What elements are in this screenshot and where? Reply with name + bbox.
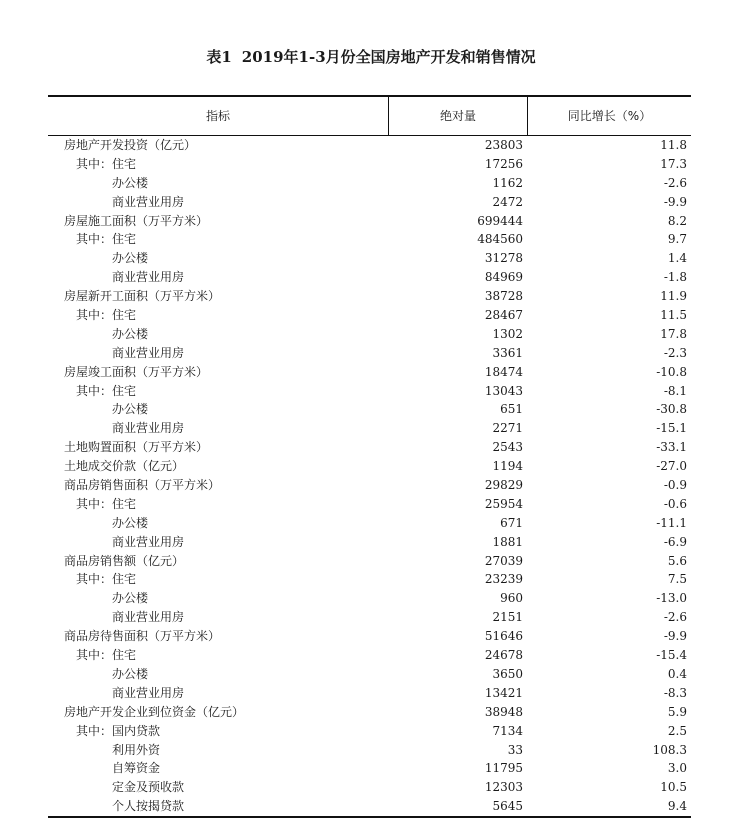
row-indicator: 其中：国内贷款 xyxy=(76,723,161,738)
row-absolute-value: 24678 xyxy=(484,648,523,663)
row-growth-value: 5.9 xyxy=(667,704,687,719)
table-row xyxy=(48,684,691,703)
table-row xyxy=(48,608,691,627)
row-indicator: 办公楼 xyxy=(112,175,149,190)
row-growth-value: 9.7 xyxy=(667,232,687,247)
table-body xyxy=(48,136,691,816)
row-indicator: 办公楼 xyxy=(112,515,149,530)
row-indicator: 商业营业用房 xyxy=(112,421,185,436)
table-row xyxy=(48,344,691,363)
row-absolute-value: 51646 xyxy=(484,629,523,644)
row-growth-value: -6.9 xyxy=(663,534,687,549)
row-indicator: 房地产开发企业到位资金（亿元） xyxy=(64,704,245,719)
table-row xyxy=(48,230,691,249)
row-indicator: 房地产开发投资（亿元） xyxy=(64,138,197,152)
row-growth-value: -11.1 xyxy=(656,515,687,530)
row-indicator: 其中：住宅 xyxy=(76,383,137,398)
table-row xyxy=(48,627,691,646)
table-row xyxy=(48,514,691,533)
row-absolute-value: 11795 xyxy=(484,761,523,776)
row-growth-value: 108.3 xyxy=(652,742,687,757)
row-indicator: 商业营业用房 xyxy=(112,345,185,360)
row-indicator: 房屋竣工面积（万平方米） xyxy=(64,364,209,379)
table-row xyxy=(48,249,691,268)
row-indicator: 商业营业用房 xyxy=(112,534,185,549)
table-row xyxy=(48,438,691,457)
table-row xyxy=(48,457,691,476)
table-row xyxy=(48,570,691,589)
row-indicator: 土地购置面积（万平方米） xyxy=(64,440,209,455)
table-row xyxy=(48,646,691,665)
table-row xyxy=(48,400,691,419)
header-absolute: 绝对量 xyxy=(439,109,476,123)
row-growth-value: 17.8 xyxy=(660,326,687,341)
row-indicator: 商业营业用房 xyxy=(112,270,185,285)
row-indicator: 办公楼 xyxy=(112,402,149,417)
row-absolute-value: 484560 xyxy=(477,232,523,247)
row-absolute-value: 2151 xyxy=(492,610,523,625)
table-title xyxy=(0,46,742,67)
row-growth-value: 3.0 xyxy=(667,761,687,776)
table-row xyxy=(48,363,691,382)
table-row xyxy=(48,722,691,741)
row-absolute-value: 23239 xyxy=(484,572,523,587)
table-row xyxy=(48,287,691,306)
row-indicator: 房屋施工面积（万平方米） xyxy=(64,213,209,228)
row-absolute-value: 651 xyxy=(500,402,523,417)
table-row xyxy=(48,552,691,571)
header-indicator: 指标 xyxy=(205,109,230,123)
row-absolute-value: 1302 xyxy=(492,326,523,341)
row-absolute-value: 1162 xyxy=(492,175,523,190)
table-row xyxy=(48,589,691,608)
row-growth-value: 0.4 xyxy=(667,666,687,681)
table-row xyxy=(48,155,691,174)
table-bottom-rule xyxy=(48,816,691,818)
row-absolute-value: 28467 xyxy=(484,308,523,323)
table-row xyxy=(48,741,691,760)
row-absolute-value: 18474 xyxy=(484,364,523,379)
row-indicator: 土地成交价款（亿元） xyxy=(64,459,185,474)
row-absolute-value: 2543 xyxy=(492,440,523,455)
row-indicator: 其中：住宅 xyxy=(76,648,137,663)
row-indicator: 利用外资 xyxy=(112,742,161,757)
row-absolute-value: 33 xyxy=(507,742,523,757)
row-indicator: 商业营业用房 xyxy=(112,194,185,209)
row-absolute-value: 29829 xyxy=(484,478,523,493)
row-growth-value: 1.4 xyxy=(667,251,687,266)
row-indicator: 房屋新开工面积（万平方米） xyxy=(64,289,221,304)
row-growth-value: -15.1 xyxy=(656,421,687,436)
row-absolute-value: 7134 xyxy=(492,723,523,738)
table-row xyxy=(48,797,691,816)
row-absolute-value: 12303 xyxy=(484,780,523,795)
row-absolute-value: 1881 xyxy=(492,534,523,549)
row-growth-value: -33.1 xyxy=(656,440,687,455)
row-indicator: 个人按揭贷款 xyxy=(112,799,185,814)
row-growth-value: -27.0 xyxy=(656,459,687,474)
row-growth-value: 8.2 xyxy=(667,213,687,228)
row-growth-value: -10.8 xyxy=(656,364,687,379)
table-row xyxy=(48,495,691,514)
row-indicator: 商品房销售面积（万平方米） xyxy=(64,478,221,493)
row-indicator: 其中：住宅 xyxy=(76,232,137,247)
row-absolute-value: 31278 xyxy=(484,251,523,266)
table-row xyxy=(48,533,691,552)
table-row xyxy=(48,136,691,155)
row-absolute-value: 960 xyxy=(500,591,523,606)
row-growth-value: 11.9 xyxy=(660,289,687,304)
table-row xyxy=(48,476,691,495)
row-indicator: 办公楼 xyxy=(112,251,149,266)
table-row xyxy=(48,778,691,797)
table-row xyxy=(48,212,691,231)
row-indicator: 商业营业用房 xyxy=(112,610,185,625)
row-absolute-value: 17256 xyxy=(484,156,523,171)
row-absolute-value: 13043 xyxy=(484,383,523,398)
row-indicator: 其中：住宅 xyxy=(76,156,137,171)
row-absolute-value: 23803 xyxy=(484,138,523,152)
table-row xyxy=(48,325,691,344)
row-indicator: 其中：住宅 xyxy=(76,572,137,587)
row-absolute-value: 2271 xyxy=(492,421,523,436)
row-growth-value: -2.6 xyxy=(663,175,687,190)
row-growth-value: -8.1 xyxy=(663,383,687,398)
row-indicator: 商品房待售面积（万平方米） xyxy=(64,629,221,644)
table-number: 表1 xyxy=(206,48,232,66)
row-growth-value: -15.4 xyxy=(656,648,687,663)
row-growth-value: 11.8 xyxy=(660,138,687,152)
row-growth-value: 7.5 xyxy=(667,572,687,587)
row-growth-value: 17.3 xyxy=(660,156,687,171)
row-growth-value: 5.6 xyxy=(667,553,687,568)
row-indicator: 自筹资金 xyxy=(112,761,161,776)
row-growth-value: 9.4 xyxy=(667,799,687,814)
row-absolute-value: 3650 xyxy=(492,666,523,681)
row-absolute-value: 27039 xyxy=(484,553,523,568)
row-absolute-value: 13421 xyxy=(484,685,523,700)
row-growth-value: -1.8 xyxy=(663,270,687,285)
row-absolute-value: 38948 xyxy=(484,704,523,719)
row-indicator: 定金及预收款 xyxy=(112,780,185,795)
row-growth-value: -9.9 xyxy=(663,629,687,644)
header-growth: 同比增长（%） xyxy=(567,109,652,123)
row-indicator: 办公楼 xyxy=(112,666,149,681)
table-row xyxy=(48,174,691,193)
table-row xyxy=(48,665,691,684)
row-indicator: 商业营业用房 xyxy=(112,685,185,700)
row-growth-value: -13.0 xyxy=(656,591,687,606)
row-absolute-value: 3361 xyxy=(492,345,523,360)
row-indicator: 办公楼 xyxy=(112,591,149,606)
row-growth-value: 2.5 xyxy=(667,723,687,738)
row-indicator: 其中：住宅 xyxy=(76,308,137,323)
row-growth-value: -30.8 xyxy=(656,402,687,417)
table-row xyxy=(48,268,691,287)
row-growth-value: -2.3 xyxy=(663,345,687,360)
row-growth-value: -0.6 xyxy=(663,496,687,511)
row-absolute-value: 5645 xyxy=(492,799,523,814)
row-growth-value: 11.5 xyxy=(660,308,687,323)
row-indicator: 其中：住宅 xyxy=(76,496,137,511)
row-absolute-value: 84969 xyxy=(484,270,523,285)
row-growth-value: -0.9 xyxy=(663,478,687,493)
table-row xyxy=(48,759,691,778)
table-row xyxy=(48,419,691,438)
row-indicator: 商品房销售额（亿元） xyxy=(64,553,185,568)
table-title-text: 2019年1-3月份全国房地产开发和销售情况 xyxy=(241,48,536,66)
table-row xyxy=(48,382,691,401)
row-indicator: 办公楼 xyxy=(112,326,149,341)
row-growth-value: -8.3 xyxy=(663,685,687,700)
table-row xyxy=(48,703,691,722)
table-row xyxy=(48,193,691,212)
row-absolute-value: 1194 xyxy=(492,459,523,474)
row-absolute-value: 25954 xyxy=(484,496,523,511)
row-growth-value: -9.9 xyxy=(663,194,687,209)
row-growth-value: 10.5 xyxy=(660,780,687,795)
row-absolute-value: 671 xyxy=(500,515,523,530)
row-absolute-value: 2472 xyxy=(492,194,523,209)
row-absolute-value: 699444 xyxy=(477,213,523,228)
table-row xyxy=(48,306,691,325)
row-absolute-value: 38728 xyxy=(484,289,523,304)
row-growth-value: -2.6 xyxy=(663,610,687,625)
